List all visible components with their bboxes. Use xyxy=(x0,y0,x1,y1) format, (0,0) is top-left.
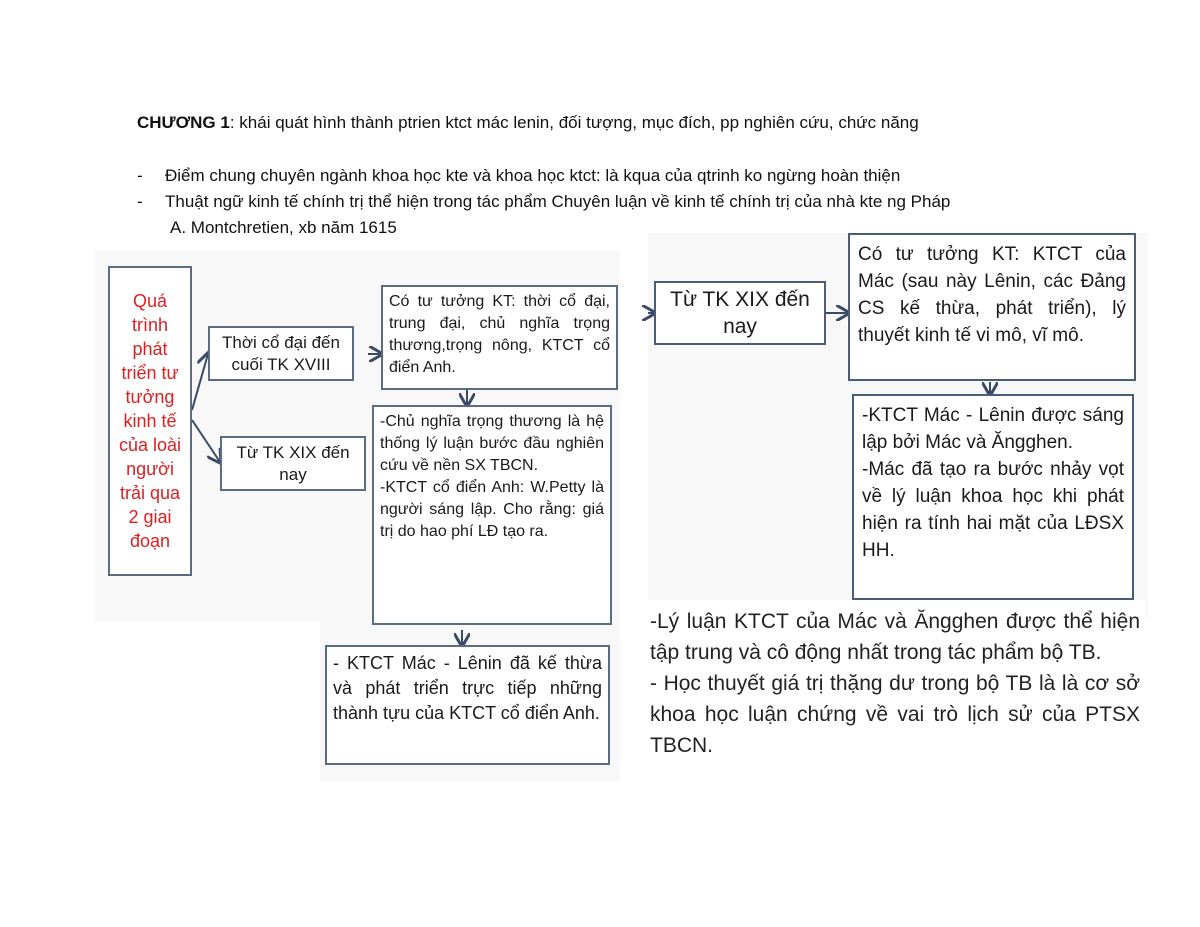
stage2-box: Từ TK XIX đến nay xyxy=(220,436,366,491)
bullet-dash: - xyxy=(137,192,143,211)
bullet-continuation: A. Montchretien, xb năm 1615 xyxy=(170,218,397,237)
stage2-ideas-box: Có tư tưởng KT: KTCT của Mác (sau này Lênin, các Đảng CS kế thừa, phát triển), lý thuyết kinh tế vi mô, vĩ mô. xyxy=(848,233,1136,381)
bullet-text: Thuật ngữ kinh tế chính trị thể hiện trong tác phẩm Chuyên luận về kinh tế chính trị của nhà kte ng Pháp xyxy=(165,192,951,211)
chapter-heading xyxy=(137,110,919,136)
stage1-conclusion-box: - KTCT Mác - Lênin đã kế thừa và phát triển trực tiếp những thành tựu của KTCT cổ điển Anh. xyxy=(325,645,610,765)
stage1-box: Thời cổ đại đến cuối TK XVIII xyxy=(208,326,354,381)
bullet-text: Điểm chung chuyên ngành khoa học kte và khoa học ktct: là kqua của qtrinh ko ngừng hoàn thiện xyxy=(165,166,901,185)
bullet-dash: - xyxy=(137,166,143,185)
chapter-label: CHƯƠNG 1 xyxy=(137,113,230,132)
stage2-details-box: -KTCT Mác - Lênin được sáng lập bởi Mác và Ăngghen. -Mác đã tạo ra bước nhảy vọt về lý luận khoa học khi phát hiện ra tính hai mặt của LĐSX HH. xyxy=(852,394,1134,600)
stage2-conclusion-text: -Lý luận KTCT của Mác và Ăngghen được thể hiện tập trung và cô động nhất trong tác phẩm bộ TB. - Học thuyết giá trị thặng dư trong bộ TB là là cơ sở khoa học luận chứng về vai trò lịch sử của PTSX TBCN. xyxy=(650,610,1140,757)
stage2-header-box: Từ TK XIX đến nay xyxy=(654,281,826,345)
bullet-item-1 xyxy=(137,163,900,189)
stage1-ideas-box: Có tư tưởng KT: thời cổ đại, trung đại, chủ nghĩa trọng thương,trọng nông, KTCT cổ điển Anh. xyxy=(381,285,618,390)
root-process-box: Quá trình phát triển tư tưởng kinh tế của loài người trải qua 2 giai đoạn xyxy=(108,266,192,576)
chapter-title: : khái quát hình thành ptrien ktct mác lenin, đối tượng, mục đích, pp nghiên cứu, chức năng xyxy=(229,113,919,132)
bullet-item-2 xyxy=(137,189,950,215)
stage1-details-box: -Chủ nghĩa trọng thương là hệ thống lý luận bước đầu nghiên cứu về nền SX TBCN. -KTCT cổ điển Anh: W.Petty là người sáng lập. Cho rằng: giá trị do hao phí LĐ tạo ra. xyxy=(372,405,612,625)
